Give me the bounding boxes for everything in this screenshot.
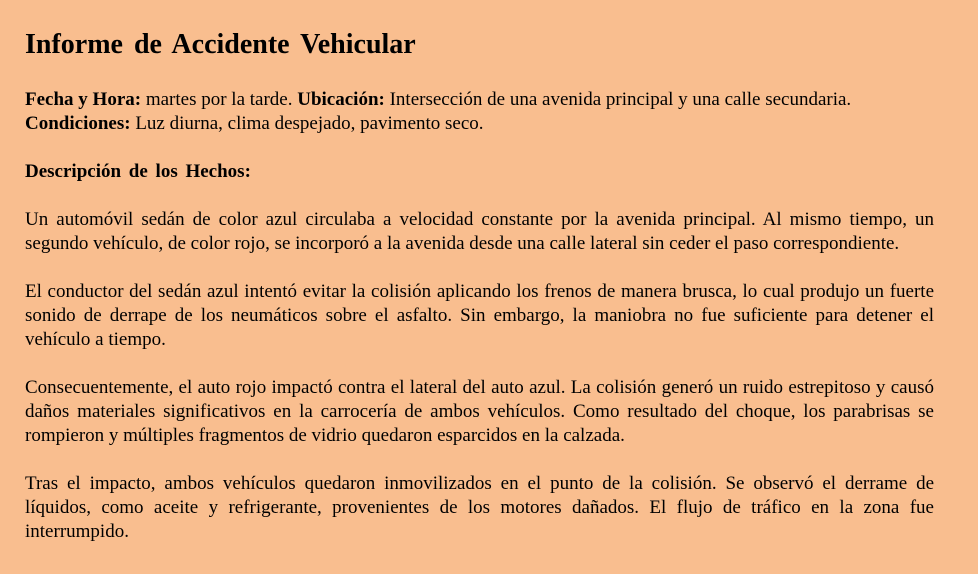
date-value: martes por la tarde. [141,89,298,110]
conditions-value: Luz diurna, clima despejado, pavimento seco. [130,113,484,134]
location-label: Ubicación: [297,89,385,110]
section-heading: Descripción de los Hechos: [25,161,251,182]
date-label: Fecha y Hora: [25,89,142,110]
report-title: Informe de Accidente Vehicular [25,29,416,60]
paragraph-2: El conductor del sedán azul intentó evitar la colisión aplicando los frenos de manera brusca, lo cual produjo un fuerte sonido de derrape de los neumáticos sobre el asfalto. Sin embargo, la maniobra no fue suficiente para detener el vehículo a tiempo. [25,281,934,350]
conditions-line [25,112,934,136]
paragraph-3: Consecuentemente, el auto rojo impactó contra el lateral del auto azul. La colisión generó un ruido estrepitoso y causó daños materiales significativos en la carrocería de ambos vehículos. Como resultado del choque, los parabrisas se rompieron y múltiples fragmentos de vidrio quedaron esparcidos en la calzada. [25,377,934,446]
conditions-label: Condiciones: [25,113,131,134]
paragraph-4: Tras el impacto, ambos vehículos quedaron inmovilizados en el punto de la colisión. Se observó el derrame de líquidos, como aceite y refrigerante, provenientes de los motores dañados. El flujo de tráfico en la zona fue interrumpido. [25,473,934,542]
location-value: Intersección de una avenida principal y una calle secundaria. [384,89,852,110]
date-location-line [25,88,934,112]
paragraph-1: Un automóvil sedán de color azul circulaba a velocidad constante por la avenida principal. Al mismo tiempo, un segundo vehículo, de color rojo, se incorporó a la avenida desde una calle lateral sin ceder el paso correspondiente. [25,209,934,254]
